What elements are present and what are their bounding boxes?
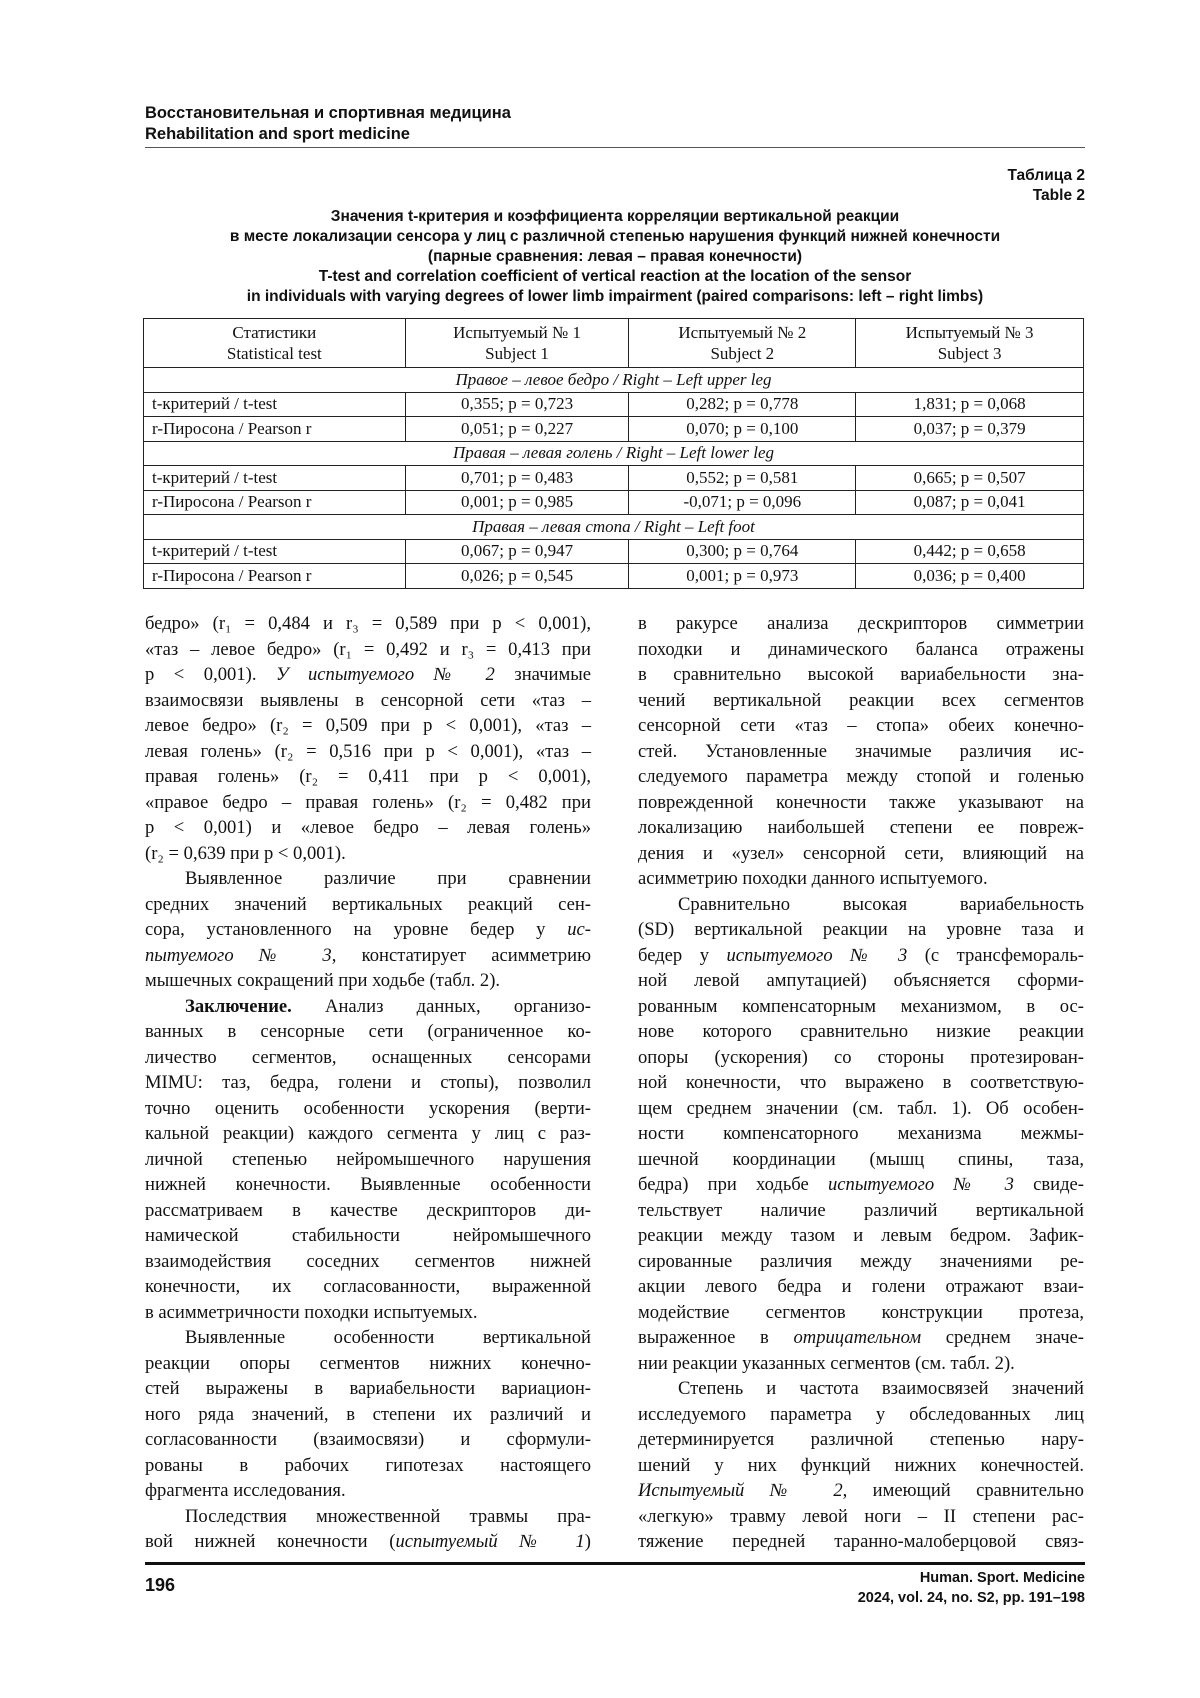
text-segment: p < 0,001) и «левое бедро – левая голень» (145, 817, 591, 838)
statistic-value: 0,442; p = 0,658 (856, 539, 1084, 564)
text-line (638, 1274, 1084, 1300)
table-label-en: Table 2 (1007, 186, 1085, 206)
text-segment: нове которого сравнительно низкие реакции (638, 1021, 1084, 1042)
text-segment: сенсорной сети «таз – стопа» обеих конечно- (638, 715, 1084, 736)
italic-text: испытуемый № 1 (395, 1531, 584, 1552)
column-header (405, 319, 629, 368)
statistic-value: 0,001; p = 0,973 (629, 564, 856, 589)
text-line (145, 1249, 591, 1275)
caption-line: T-test and correlation coefficient of vertical reaction at the location of the sensor (145, 267, 1085, 287)
text-segment: согласованности (взаимосвязи) и сформули- (145, 1429, 591, 1450)
text-segment: шечной координации (мышц спины, таза, (638, 1149, 1084, 1170)
statistic-label: r-Пиросона / Pearson r (144, 490, 406, 515)
statistic-label: t-критерий / t-test (144, 539, 406, 564)
text-line (145, 1529, 591, 1555)
text-line (145, 764, 591, 790)
body-column-left (145, 611, 591, 1555)
text-line (145, 662, 591, 688)
text-segment: (SD) вертикальной реакции на уровне таза и (638, 919, 1084, 940)
column-header-line: Statistical test (148, 343, 401, 364)
statistic-value: 1,831; p = 0,068 (856, 392, 1084, 417)
text-line (145, 1376, 591, 1402)
text-segment: тельствует наличие различий вертикальной (638, 1200, 1084, 1221)
text-line (638, 637, 1084, 663)
text-segment: (с трансфемораль- (907, 945, 1084, 966)
text-line (638, 1121, 1084, 1147)
text-segment: личной степенью нейромышечного нарушения (145, 1149, 591, 1170)
statistic-label: r-Пиросона / Pearson r (144, 564, 406, 589)
text-segment: дения и «узел» сенсорной сети, влияющий на (638, 843, 1084, 864)
text-line (145, 713, 591, 739)
caption-line: in individuals with varying degrees of lower limb impairment (paired comparisons: left – right limbs) (145, 287, 1085, 307)
text-line (145, 1300, 591, 1326)
text-segment: , констатирует асимметрию (332, 945, 591, 966)
text-line (145, 1402, 591, 1428)
text-line (145, 968, 591, 994)
text-segment: нии реакции указанных сегментов (см. табл. 2). (638, 1353, 1015, 1374)
text-segment: асимметрию походки данного испытуемого. (638, 868, 988, 889)
text-line (145, 1478, 591, 1504)
text-segment: фрагмента исследования. (145, 1480, 346, 1501)
text-segment: опоры (ускорения) со стороны протезирован- (638, 1047, 1084, 1068)
statistic-label: r-Пиросона / Pearson r (144, 417, 406, 442)
text-line (638, 866, 1084, 892)
table-row (144, 417, 1084, 442)
text-line (145, 1223, 591, 1249)
table-label-ru: Таблица 2 (1007, 166, 1085, 186)
text-line (638, 1045, 1084, 1071)
table-row (144, 539, 1084, 564)
text-segment: реакции опоры сегментов нижних конечно- (145, 1353, 591, 1374)
statistic-value: 0,070; p = 0,100 (629, 417, 856, 442)
text-line (638, 1300, 1084, 1326)
text-segment: «таз – левое бедро» (r₁ = 0,492 и r₃ = 0,413 при (145, 639, 591, 660)
text-segment: походки и динамического баланса отражены (638, 639, 1084, 660)
text-line (145, 841, 591, 867)
section-title: Правая – левая голень / Right – Left lower leg (144, 441, 1084, 466)
text-line (638, 1096, 1084, 1122)
text-segment: Последствия множественной травмы пра- (185, 1506, 591, 1527)
text-segment: правая голень» (r₂ = 0,411 при p < 0,001), (145, 766, 591, 787)
text-segment: в ракурсе анализа дескрипторов симметрии (638, 613, 1084, 634)
text-line (145, 1172, 591, 1198)
text-line (638, 1019, 1084, 1045)
text-segment: вой нижней конечности ( (145, 1531, 395, 1552)
text-segment: щем среднем значении (см. табл. 1). Об особен- (638, 1098, 1084, 1119)
text-line (638, 1478, 1084, 1504)
text-segment: «правое бедро – правая голень» (r₂ = 0,482 при (145, 792, 591, 813)
statistic-value: 0,665; p = 0,507 (856, 466, 1084, 491)
text-segment: тяжение передней таранно-малоберцовой связ- (638, 1531, 1084, 1552)
text-line (638, 688, 1084, 714)
table-row (144, 564, 1084, 589)
text-segment: рассматриваем в качестве дескрипторов ди- (145, 1200, 591, 1221)
text-segment: взаимосвязи выявлены в сенсорной сети «таз – (145, 690, 591, 711)
header-divider (145, 147, 1085, 148)
text-line (638, 841, 1084, 867)
statistic-value: 0,300; p = 0,764 (629, 539, 856, 564)
footer-divider (145, 1562, 1085, 1565)
text-segment: стей выражены в вариабельности вариацион- (145, 1378, 591, 1399)
text-line (638, 968, 1084, 994)
column-header-line: Испытуемый № 2 (633, 322, 851, 343)
text-line (638, 1351, 1084, 1377)
statistic-label: t-критерий / t-test (144, 466, 406, 491)
text-segment: намической стабильности нейромышечного (145, 1225, 591, 1246)
text-segment: Анализ данных, организо- (292, 996, 591, 1017)
text-line (638, 1198, 1084, 1224)
journal-name: Human. Sport. Medicine (858, 1568, 1085, 1588)
text-line (638, 1249, 1084, 1275)
statistic-value: 0,026; p = 0,545 (405, 564, 629, 589)
text-line (638, 1376, 1084, 1402)
text-segment: «легкую» травму левой ноги – II степени рас- (638, 1506, 1084, 1527)
text-segment: нижней конечности. Выявленные особенности (145, 1174, 591, 1195)
text-line (638, 994, 1084, 1020)
text-segment: поврежденной конечности также указывают на (638, 792, 1084, 813)
italic-text: отрицательном (793, 1327, 921, 1348)
text-segment: , имеющий сравнительно (843, 1480, 1084, 1501)
text-line (145, 1045, 591, 1071)
journal-reference (858, 1568, 1085, 1608)
text-line (145, 994, 591, 1020)
italic-text: пытуемого № 3 (145, 945, 332, 966)
text-line (638, 815, 1084, 841)
statistic-value: 0,001; p = 0,985 (405, 490, 629, 515)
text-line (145, 637, 591, 663)
text-line (145, 1274, 591, 1300)
text-line (145, 943, 591, 969)
italic-text: ис- (567, 919, 591, 940)
text-segment: p < 0,001). (145, 664, 276, 685)
italic-text: испытуемого № 3 (828, 1174, 1014, 1195)
text-line (638, 739, 1084, 765)
text-segment: сора, установленного на уровне бедер у (145, 919, 567, 940)
text-segment: свиде- (1014, 1174, 1084, 1195)
text-line (145, 1070, 591, 1096)
text-line (145, 1351, 591, 1377)
text-line (638, 1070, 1084, 1096)
text-segment: среднем значе- (921, 1327, 1084, 1348)
text-segment: точно оценить особенности ускорения (верти- (145, 1098, 591, 1119)
running-head (145, 103, 511, 145)
text-line (638, 1529, 1084, 1555)
text-line (145, 1504, 591, 1530)
table-caption (145, 207, 1085, 307)
text-segment: чений вертикальной реакции всех сегментов (638, 690, 1084, 711)
table-header-row (144, 319, 1084, 368)
caption-line: (парные сравнения: левая – правая конечности) (145, 247, 1085, 267)
text-segment: (r₂ = 0,639 при p < 0,001). (145, 843, 346, 864)
journal-title-en: Rehabilitation and sport medicine (145, 124, 511, 145)
text-segment: ной конечности, что выражено в соответствую- (638, 1072, 1084, 1093)
text-segment: личество сегментов, оснащенных сенсорами (145, 1047, 591, 1068)
statistic-value: 0,552; p = 0,581 (629, 466, 856, 491)
column-header (856, 319, 1084, 368)
text-segment: выраженное в (638, 1327, 793, 1348)
column-header-line: Испытуемый № 3 (860, 322, 1079, 343)
text-segment: Выявленное различие при сравнении (185, 868, 591, 889)
italic-text: Испытуемый № 2 (638, 1480, 843, 1501)
text-line (638, 1147, 1084, 1173)
column-header-line: Subject 3 (860, 343, 1079, 364)
text-line (145, 688, 591, 714)
caption-line: в месте локализации сенсора у лиц с различной степенью нарушения функций нижней конечности (145, 227, 1085, 247)
text-segment: шений у них функций нижних конечностей. (638, 1455, 1084, 1476)
table-row (144, 466, 1084, 491)
text-line (638, 611, 1084, 637)
section-row (144, 515, 1084, 540)
text-segment: рованным компенсаторным механизмом, в ос- (638, 996, 1084, 1017)
text-line (145, 1325, 591, 1351)
table-row (144, 392, 1084, 417)
caption-line: Значения t-критерия и коэффициента корреляции вертикальной реакции (145, 207, 1085, 227)
column-header-line: Subject 2 (633, 343, 851, 364)
text-segment: следуемого параметра между стопой и голенью (638, 766, 1084, 787)
text-line (145, 1019, 591, 1045)
statistic-value: 0,087; p = 0,041 (856, 490, 1084, 515)
text-segment: стей. Установленные значимые различия ис- (638, 741, 1084, 762)
text-segment: реакции между тазом и левым бедром. Зафик- (638, 1225, 1084, 1246)
text-line (145, 917, 591, 943)
text-line (145, 1453, 591, 1479)
statistic-value: 0,036; p = 0,400 (856, 564, 1084, 589)
italic-text: У испытуемого № 2 (276, 664, 495, 685)
text-line (145, 866, 591, 892)
page-number: 196 (145, 1575, 175, 1596)
text-segment: локализацию наибольшей степени ее повреж- (638, 817, 1084, 838)
text-segment: рованы в рабочих гипотезах настоящего (145, 1455, 591, 1476)
text-segment: левое бедро» (r₂ = 0,509 при p < 0,001), «таз – (145, 715, 591, 736)
text-line (638, 662, 1084, 688)
text-line (145, 892, 591, 918)
statistic-value: 0,282; p = 0,778 (629, 392, 856, 417)
text-segment: в сравнительно высокой вариабельности зна- (638, 664, 1084, 685)
text-line (145, 1121, 591, 1147)
text-segment: Выявленные особенности вертикальной (185, 1327, 591, 1348)
statistic-value: 0,067; p = 0,947 (405, 539, 629, 564)
text-line (638, 1402, 1084, 1428)
text-line (638, 1223, 1084, 1249)
text-segment: бедер у (638, 945, 726, 966)
text-line (145, 739, 591, 765)
section-title: Правая – левая стопа / Right – Left foot (144, 515, 1084, 540)
text-segment: бедра) при ходьбе (638, 1174, 828, 1195)
text-segment: левая голень» (r₂ = 0,516 при p < 0,001), «таз – (145, 741, 591, 762)
text-segment: модействие сегментов конструкции протеза, (638, 1302, 1084, 1323)
column-header-line: Статистики (148, 322, 401, 343)
statistic-value: -0,071; p = 0,096 (629, 490, 856, 515)
text-segment: взаимодействия соседних сегментов нижней (145, 1251, 591, 1272)
section-row (144, 441, 1084, 466)
statistic-label: t-критерий / t-test (144, 392, 406, 417)
text-line (638, 1453, 1084, 1479)
column-header (629, 319, 856, 368)
table-label (1007, 166, 1085, 206)
text-line (638, 1325, 1084, 1351)
text-line (145, 1096, 591, 1122)
text-line (145, 790, 591, 816)
text-line (638, 713, 1084, 739)
text-line (638, 892, 1084, 918)
text-line (638, 943, 1084, 969)
journal-citation: 2024, vol. 24, no. S2, pp. 191–198 (858, 1588, 1085, 1608)
text-segment: детерминируется различной степенью нару- (638, 1429, 1084, 1450)
text-segment: акции левого бедра и голени отражают взаи- (638, 1276, 1084, 1297)
text-line (145, 815, 591, 841)
text-line (145, 1147, 591, 1173)
text-line (145, 611, 591, 637)
text-segment: средних значений вертикальных реакций сен- (145, 894, 591, 915)
column-header-line: Subject 1 (410, 343, 625, 364)
column-header-line: Испытуемый № 1 (410, 322, 625, 343)
italic-text: испытуемого № 3 (726, 945, 907, 966)
text-line (638, 790, 1084, 816)
text-segment: ного ряда значений, в степени их различий и (145, 1404, 591, 1425)
text-line (638, 764, 1084, 790)
text-segment: MIMU: таз, бедра, голени и стопы), позволил (145, 1072, 591, 1093)
text-line (638, 917, 1084, 943)
statistic-value: 0,051; p = 0,227 (405, 417, 629, 442)
table-row (144, 490, 1084, 515)
text-segment: бедро» (r₁ = 0,484 и r₃ = 0,589 при p < 0,001), (145, 613, 591, 634)
text-segment: мышечных сокращений при ходьбе (табл. 2). (145, 970, 500, 991)
body-column-right (638, 611, 1084, 1555)
text-segment: кальной реакции) каждого сегмента у лиц с раз- (145, 1123, 591, 1144)
text-line (145, 1198, 591, 1224)
text-segment: ной левой ампутацией) объясняется сформи- (638, 970, 1084, 991)
statistics-table (143, 318, 1084, 589)
text-segment: в асимметричности походки испытуемых. (145, 1302, 478, 1323)
text-line (638, 1172, 1084, 1198)
statistic-value: 0,037; p = 0,379 (856, 417, 1084, 442)
section-title: Правое – левое бедро / Right – Left upper leg (144, 368, 1084, 393)
text-segment: значимые (495, 664, 591, 685)
text-segment: сированные различия между значениями ре- (638, 1251, 1084, 1272)
text-segment: Сравнительно высокая вариабельность (678, 894, 1084, 915)
column-header (144, 319, 406, 368)
bold-heading: Заключение. (185, 996, 292, 1017)
text-segment: ванных в сенсорные сети (ограниченное ко- (145, 1021, 591, 1042)
text-line (638, 1504, 1084, 1530)
text-segment: ) (585, 1531, 591, 1552)
journal-title-ru: Восстановительная и спортивная медицина (145, 103, 511, 124)
text-line (145, 1427, 591, 1453)
statistic-value: 0,355; p = 0,723 (405, 392, 629, 417)
text-segment: исследуемого параметра у обследованных лиц (638, 1404, 1084, 1425)
statistic-value: 0,701; p = 0,483 (405, 466, 629, 491)
text-segment: Степень и частота взаимосвязей значений (678, 1378, 1084, 1399)
text-segment: ности компенсаторного механизма межмы- (638, 1123, 1084, 1144)
section-row (144, 368, 1084, 393)
text-line (638, 1427, 1084, 1453)
text-segment: конечности, их согласованности, выраженной (145, 1276, 591, 1297)
